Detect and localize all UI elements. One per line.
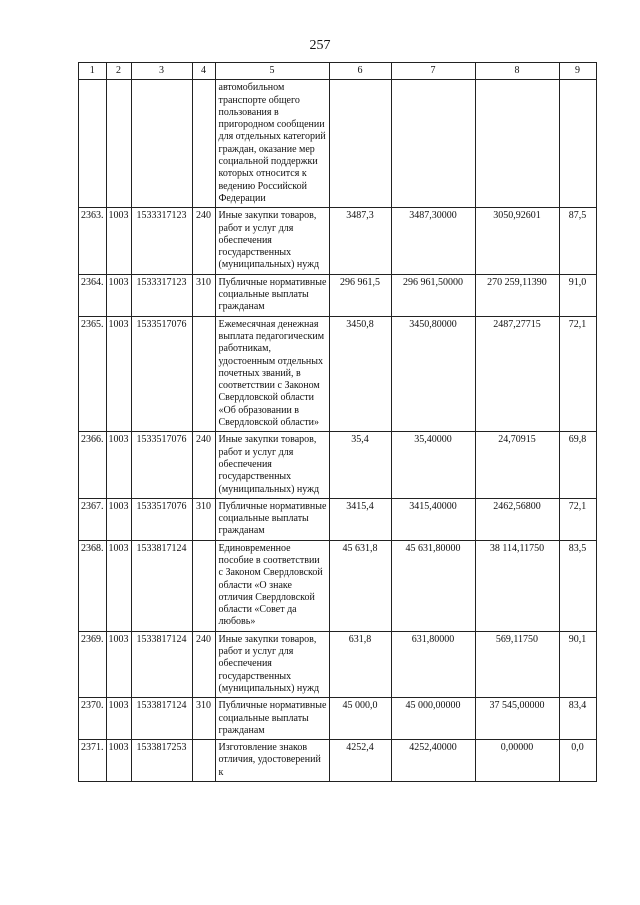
- cell-executed: 3050,92601: [475, 208, 559, 274]
- cell-executed: 38 114,11750: [475, 540, 559, 631]
- cell-row-number: 2369.: [79, 631, 107, 697]
- cell-description: Иные закупки товаров, работ и услуг для обеспечения государственных (муниципальных) нужд: [215, 208, 329, 274]
- cell-description: Ежемесячная денежная выплата педагогическим работникам, удостоенным отдельных почетных званий, в соответствии с Законом Свердловской области «Об образовании в Свердловской области»: [215, 316, 329, 432]
- cell-target-article: 1533517076: [131, 432, 192, 498]
- table-row: [79, 432, 597, 498]
- cell-plan: 3450,8: [329, 316, 391, 432]
- cell-plan: 296 961,5: [329, 274, 391, 316]
- table-body: [79, 208, 597, 782]
- column-header: 9: [559, 63, 596, 80]
- cell-approved: 3415,40000: [391, 498, 475, 540]
- cell-empty: [79, 80, 107, 208]
- table-row: [79, 540, 597, 631]
- column-header: 1: [79, 63, 107, 80]
- cell-percent: 83,4: [559, 698, 596, 740]
- cell-expense-type: 240: [192, 631, 215, 697]
- cell-approved: 296 961,50000: [391, 274, 475, 316]
- cell-approved: 3487,30000: [391, 208, 475, 274]
- cell-plan: 35,4: [329, 432, 391, 498]
- cell-description: Публичные нормативные социальные выплаты гражданам: [215, 698, 329, 740]
- column-header: 7: [391, 63, 475, 80]
- cell-target-article: 1533817124: [131, 698, 192, 740]
- cell-executed: 569,11750: [475, 631, 559, 697]
- cell-row-number: 2363.: [79, 208, 107, 274]
- cell-executed: 37 545,00000: [475, 698, 559, 740]
- cell-empty: [106, 80, 131, 208]
- cell-expense-type: [192, 540, 215, 631]
- cell-target-article: 1533817124: [131, 540, 192, 631]
- cell-executed: 0,00000: [475, 740, 559, 782]
- column-header: 8: [475, 63, 559, 80]
- cell-percent: 0,0: [559, 740, 596, 782]
- cell-section: 1003: [106, 208, 131, 274]
- table-row: [79, 274, 597, 316]
- cell-row-number: 2364.: [79, 274, 107, 316]
- cell-expense-type: 240: [192, 208, 215, 274]
- column-header: 5: [215, 63, 329, 80]
- cell-target-article: 1533517076: [131, 498, 192, 540]
- table-row: [79, 698, 597, 740]
- column-header: 3: [131, 63, 192, 80]
- column-header: 2: [106, 63, 131, 80]
- cell-expense-type: 310: [192, 274, 215, 316]
- table-row: [79, 316, 597, 432]
- cell-plan: 45 000,0: [329, 698, 391, 740]
- cell-section: 1003: [106, 498, 131, 540]
- cell-percent: 87,5: [559, 208, 596, 274]
- cell-empty: [559, 80, 596, 208]
- cell-empty: [329, 80, 391, 208]
- cell-section: 1003: [106, 698, 131, 740]
- cell-percent: 72,1: [559, 316, 596, 432]
- cell-approved: 4252,40000: [391, 740, 475, 782]
- cell-section: 1003: [106, 540, 131, 631]
- cell-expense-type: 310: [192, 498, 215, 540]
- table-row: [79, 208, 597, 274]
- cell-plan: 4252,4: [329, 740, 391, 782]
- cell-target-article: 1533817253: [131, 740, 192, 782]
- cell-row-number: 2368.: [79, 540, 107, 631]
- cell-plan: 3415,4: [329, 498, 391, 540]
- cell-description: Изготовление знаков отличия, удостоверений к: [215, 740, 329, 782]
- cell-expense-type: 240: [192, 432, 215, 498]
- cell-executed: 2487,27715: [475, 316, 559, 432]
- table-row: [79, 740, 597, 782]
- cell-description: Иные закупки товаров, работ и услуг для обеспечения государственных (муниципальных) нужд: [215, 432, 329, 498]
- cell-executed: 270 259,11390: [475, 274, 559, 316]
- cell-approved: 45 631,80000: [391, 540, 475, 631]
- cell-percent: 91,0: [559, 274, 596, 316]
- cell-executed: 24,70915: [475, 432, 559, 498]
- table-row: [79, 498, 597, 540]
- cell-expense-type: [192, 316, 215, 432]
- cell-plan: 631,8: [329, 631, 391, 697]
- cell-percent: 90,1: [559, 631, 596, 697]
- cell-percent: 72,1: [559, 498, 596, 540]
- cell-section: 1003: [106, 274, 131, 316]
- cell-approved: 3450,80000: [391, 316, 475, 432]
- cell-row-number: 2371.: [79, 740, 107, 782]
- cell-empty: [131, 80, 192, 208]
- cell-row-number: 2370.: [79, 698, 107, 740]
- page-number: 257: [309, 38, 331, 53]
- cell-approved: 631,80000: [391, 631, 475, 697]
- cell-expense-type: [192, 740, 215, 782]
- budget-table: [78, 62, 597, 782]
- cell-description: Иные закупки товаров, работ и услуг для обеспечения государственных (муниципальных) нужд: [215, 631, 329, 697]
- header-row: [79, 63, 597, 80]
- table-row: [79, 631, 597, 697]
- cell-section: 1003: [106, 432, 131, 498]
- cell-plan: 3487,3: [329, 208, 391, 274]
- cell-target-article: 1533817124: [131, 631, 192, 697]
- cell-empty: [475, 80, 559, 208]
- cell-approved: 45 000,00000: [391, 698, 475, 740]
- cell-section: 1003: [106, 316, 131, 432]
- cell-executed: 2462,56800: [475, 498, 559, 540]
- cell-target-article: 1533317123: [131, 274, 192, 316]
- cell-description: Единовременное пособие в соответствии с Законом Свердловской области «О знаке отличия Свердловской области «Совет да любовь»: [215, 540, 329, 631]
- cell-empty: [192, 80, 215, 208]
- cell-expense-type: 310: [192, 698, 215, 740]
- cell-section: 1003: [106, 631, 131, 697]
- continuation-row: [79, 80, 597, 208]
- cell-row-number: 2367.: [79, 498, 107, 540]
- cell-plan: 45 631,8: [329, 540, 391, 631]
- cell-description: Публичные нормативные социальные выплаты гражданам: [215, 274, 329, 316]
- cell-empty: [391, 80, 475, 208]
- cell-target-article: 1533317123: [131, 208, 192, 274]
- cell-row-number: 2366.: [79, 432, 107, 498]
- column-header: 6: [329, 63, 391, 80]
- cell-description: Публичные нормативные социальные выплаты гражданам: [215, 498, 329, 540]
- cell-percent: 69,8: [559, 432, 596, 498]
- cell-percent: 83,5: [559, 540, 596, 631]
- cell-section: 1003: [106, 740, 131, 782]
- cell-description: автомобильном транспорте общего пользования в пригородном сообщении для отдельных категорий граждан, оказание мер социальной поддержки которых относится к ведению Российской Федерации: [215, 80, 329, 208]
- cell-target-article: 1533517076: [131, 316, 192, 432]
- cell-row-number: 2365.: [79, 316, 107, 432]
- cell-approved: 35,40000: [391, 432, 475, 498]
- column-header: 4: [192, 63, 215, 80]
